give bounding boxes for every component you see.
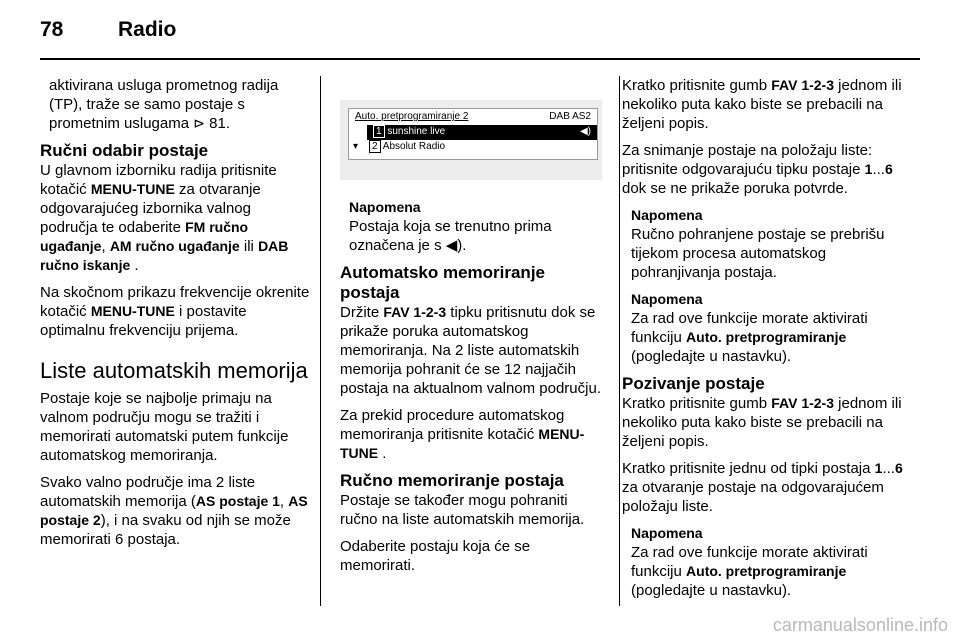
- arrow-ref-icon: ⊳: [193, 115, 205, 131]
- note-title: Napomena: [631, 207, 703, 223]
- button-label: 1: [864, 161, 873, 177]
- button-label: 6: [894, 460, 903, 476]
- text: .: [462, 237, 467, 254]
- page-reference: 81.: [209, 115, 230, 132]
- text: jednom ili nekoliko puta kako biste se prebacili na željeni popis.: [622, 395, 902, 450]
- column-3: [622, 76, 907, 608]
- radio-display: [348, 108, 598, 160]
- text: Postaja koja se trenutno prima označena je s: [349, 218, 552, 254]
- station-row: [349, 140, 597, 155]
- text: Svako valno područje ima 2 liste automatskih memorija (: [40, 474, 256, 510]
- note-title: Napomena: [631, 525, 703, 541]
- text: aktivirana usluga prometnog radija (TP), traže se samo postaje s prometnim uslugama: [49, 77, 279, 132]
- paragraph: Postaje se također mogu pohraniti ručno na liste automatskih memorija.: [340, 492, 585, 528]
- column-1: [40, 76, 310, 557]
- station-name: sunshine live: [387, 126, 446, 137]
- display-title: Auto. pretprogramiranje 2: [355, 111, 469, 122]
- text: (pogledajte u nastavku).: [631, 348, 792, 365]
- paragraph: [340, 406, 605, 463]
- menu-label: DAB ručno iskanje: [40, 238, 289, 273]
- display-title-row: [349, 109, 597, 125]
- paragraph: [622, 394, 907, 451]
- speaker-icon: ◀): [445, 237, 463, 254]
- watermark-url: carmanualsonline.info: [772, 615, 948, 635]
- paragraph: [340, 303, 605, 398]
- text: dok se ne prikaže poruka potvrde.: [622, 180, 848, 197]
- text: za otvaranje postaje na odgovarajućem položaju liste.: [622, 479, 884, 515]
- text: ,: [101, 238, 110, 255]
- note-text: [349, 217, 605, 255]
- display-band: DAB AS2: [549, 111, 591, 122]
- text: .: [378, 445, 387, 462]
- station-name: Absolut Radio: [382, 141, 446, 152]
- control-label: MENU-TUNE: [340, 426, 585, 461]
- preset-number: 2: [369, 140, 381, 153]
- text: za otvaranje odgovarajućeg izbornika valnog područja te odaberite: [40, 181, 261, 236]
- text: Za rad ove funkcije morate aktivirati funkciju: [631, 310, 868, 346]
- function-label: Auto. pretprogramiranje: [686, 329, 847, 345]
- paragraph: Odaberite postaju koja će se memorirati.: [340, 538, 531, 574]
- control-label: MENU-TUNE: [90, 303, 175, 319]
- station-row-selected: [367, 125, 597, 140]
- button-label: 6: [884, 161, 893, 177]
- text: Kratko pritisnite gumb: [622, 395, 772, 412]
- paragraph: [40, 283, 310, 340]
- button-label: FAV 1-2-3: [771, 77, 834, 93]
- text: Za snimanje postaje na položaju liste: pritisnite odgovarajuću tipku postaje: [622, 142, 873, 178]
- header-rule: [40, 58, 920, 60]
- section-title: Radio: [118, 18, 177, 41]
- radio-display-illustration: [340, 100, 602, 180]
- heading-autostore: Automatsko memoriranje postaja: [340, 263, 545, 302]
- list-label: AS postaje 1: [195, 493, 280, 509]
- control-label: MENU-TUNE: [90, 181, 175, 197]
- text: Kratko pritisnite gumb: [622, 77, 772, 94]
- text: (pogledajte u nastavku).: [631, 582, 792, 599]
- menu-label: FM ručno ugađanje: [40, 219, 249, 254]
- paragraph: [622, 141, 907, 198]
- speaker-icon: ◀): [579, 126, 591, 137]
- note-text: [631, 309, 907, 366]
- text: i postavite optimalnu frekvenciju prijema.: [40, 303, 247, 339]
- button-label: FAV 1-2-3: [771, 395, 834, 411]
- text: Za rad ove funkcije morate aktivirati funkciju: [631, 544, 868, 580]
- page-number: 78: [40, 18, 64, 41]
- heading-manual-store: Ručno memoriranje postaja: [340, 471, 564, 490]
- text: Za prekid procedure automatskog memoriranja pritisnite kotačić: [340, 407, 565, 443]
- list-label: AS postaje 2: [40, 493, 308, 528]
- text: ,: [279, 493, 289, 510]
- note: [340, 198, 605, 255]
- text: ), i na svaku od njih se može memorirati 6 postaja.: [40, 512, 291, 548]
- text: .: [130, 257, 139, 274]
- heading-recall: Pozivanje postaje: [622, 374, 765, 393]
- paragraph: [40, 473, 310, 549]
- note-text: Ručno pohranjene postaje se prebrišu tijekom procesa automatskog pohranjivanja postaja.: [631, 226, 885, 281]
- note-title: Napomena: [349, 199, 421, 215]
- note: [622, 524, 907, 600]
- text: Na skočnom prikazu frekvencije okrenite kotačić: [40, 284, 310, 320]
- paragraph: [622, 76, 907, 133]
- text: Držite: [340, 304, 384, 321]
- column-2: [340, 198, 605, 583]
- text: ...: [882, 460, 895, 477]
- function-label: Auto. pretprogramiranje: [686, 563, 847, 579]
- note: [622, 206, 907, 282]
- text: ili: [239, 238, 259, 255]
- note-title: Napomena: [631, 291, 703, 307]
- text: ...: [872, 161, 885, 178]
- arrow-down-icon: ▾: [353, 141, 359, 152]
- paragraph: [40, 161, 310, 275]
- note: [622, 290, 907, 366]
- note-text: [631, 543, 907, 600]
- menu-label: AM ručno ugađanje: [109, 238, 240, 254]
- preset-number: 1: [373, 125, 385, 138]
- heading-autostore-lists: Liste automatskih memorija: [40, 358, 308, 383]
- text: Kratko pritisnite jednu od tipki postaja: [622, 460, 875, 477]
- column-divider-1: [320, 76, 321, 606]
- paragraph: [622, 459, 907, 516]
- column-divider-2: [619, 76, 620, 606]
- text: jednom ili nekoliko puta kako biste se prebacili na željeni popis.: [622, 77, 902, 132]
- text: U glavnom izborniku radija pritisnite kotačić: [40, 162, 277, 198]
- paragraph: Postaje koje se najbolje primaju na valnom području mogu se tražiti i memorirati automatski putem funkcije automatskog memoriranja.: [40, 390, 289, 464]
- heading-manual-selection: Ručni odabir postaje: [40, 141, 209, 160]
- button-label: 1: [874, 460, 883, 476]
- button-label: FAV 1-2-3: [383, 304, 447, 320]
- text: tipku pritisnutu dok se prikaže poruka automatskog memoriranja. Na 2 liste automatskih memorija pohranit će se 12 najjačih postaja na aktualnom valnom području.: [340, 304, 601, 397]
- paragraph: [40, 76, 310, 133]
